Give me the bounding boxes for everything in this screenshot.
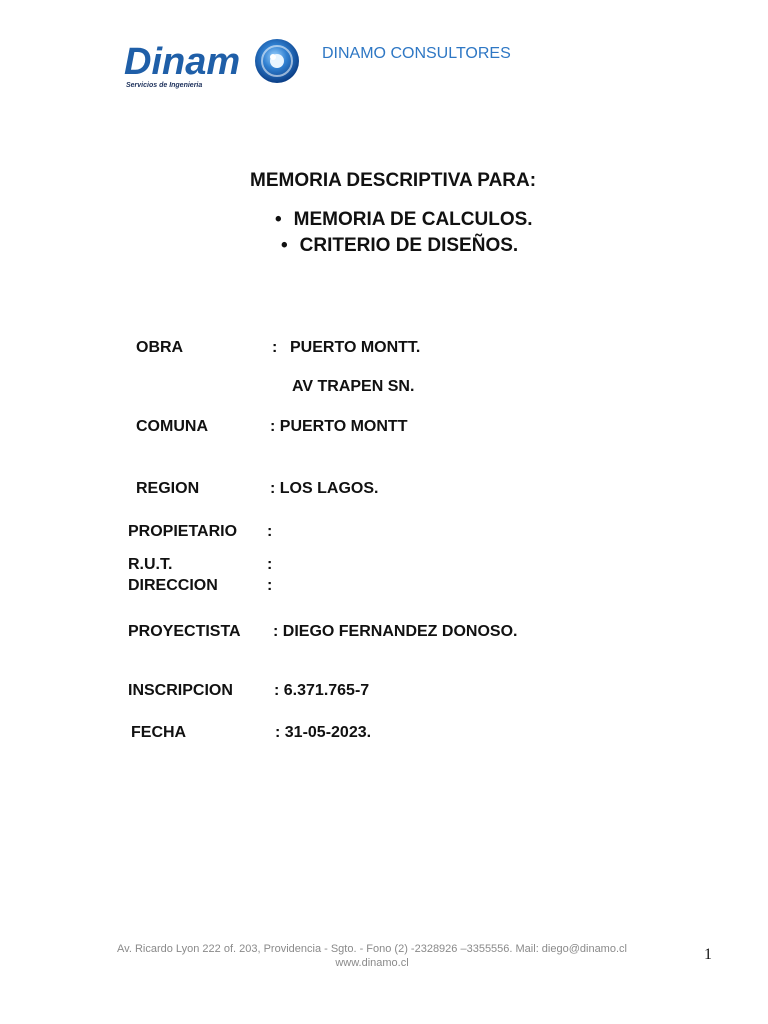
obra-value: PUERTO MONTT. bbox=[290, 339, 421, 356]
fecha-label: FECHA bbox=[131, 724, 187, 741]
document-title: MEMORIA DESCRIPTIVA PARA: bbox=[250, 170, 537, 191]
header-company-name: DINAMO CONSULTORES bbox=[322, 45, 511, 62]
bullet-item bbox=[275, 209, 533, 231]
proyectista-value: : DIEGO FERNANDEZ DONOSO. bbox=[273, 623, 518, 640]
inscripcion-label: INSCRIPCION bbox=[128, 682, 233, 699]
rut-label: R.U.T. bbox=[128, 556, 173, 573]
direccion-label: DIRECCION bbox=[128, 577, 218, 594]
logo-tagline: Servicios de Ingenieria bbox=[126, 82, 203, 89]
direccion-separator: : bbox=[267, 577, 273, 594]
fecha-value: : 31-05-2023. bbox=[275, 724, 372, 741]
inscripcion-value: : 6.371.765-7 bbox=[274, 682, 370, 699]
bullet-icon: • bbox=[275, 209, 282, 230]
proyectista-label: PROYECTISTA bbox=[128, 623, 241, 640]
bullet-text: CRITERIO DE DISEÑOS. bbox=[299, 235, 519, 256]
propietario-label: PROPIETARIO bbox=[128, 523, 238, 540]
footer-website: www.dinamo.cl bbox=[335, 957, 409, 969]
propietario-separator: : bbox=[267, 523, 273, 540]
bullet-text: MEMORIA DE CALCULOS. bbox=[293, 209, 533, 230]
bullet-item bbox=[281, 235, 518, 257]
obra-value-line-2: AV TRAPEN SN. bbox=[292, 378, 415, 395]
comuna-value: : PUERTO MONTT bbox=[270, 418, 408, 435]
bullet-icon: • bbox=[281, 235, 288, 256]
obra-label: OBRA bbox=[136, 339, 184, 356]
dinamo-logo bbox=[122, 34, 304, 94]
region-label: REGION bbox=[136, 480, 200, 497]
footer-address: Av. Ricardo Lyon 222 of. 203, Providencia - Sgto. - Fono (2) -2328926 –3355556. Mail: diego@dinamo.cl bbox=[117, 943, 627, 955]
comuna-label: COMUNA bbox=[136, 418, 208, 435]
region-value: : LOS LAGOS. bbox=[270, 480, 379, 497]
logo-wordmark: Dinam bbox=[124, 41, 241, 83]
page-number: 1 bbox=[704, 946, 712, 963]
obra-separator: : bbox=[272, 339, 278, 356]
rut-separator: : bbox=[267, 556, 273, 573]
